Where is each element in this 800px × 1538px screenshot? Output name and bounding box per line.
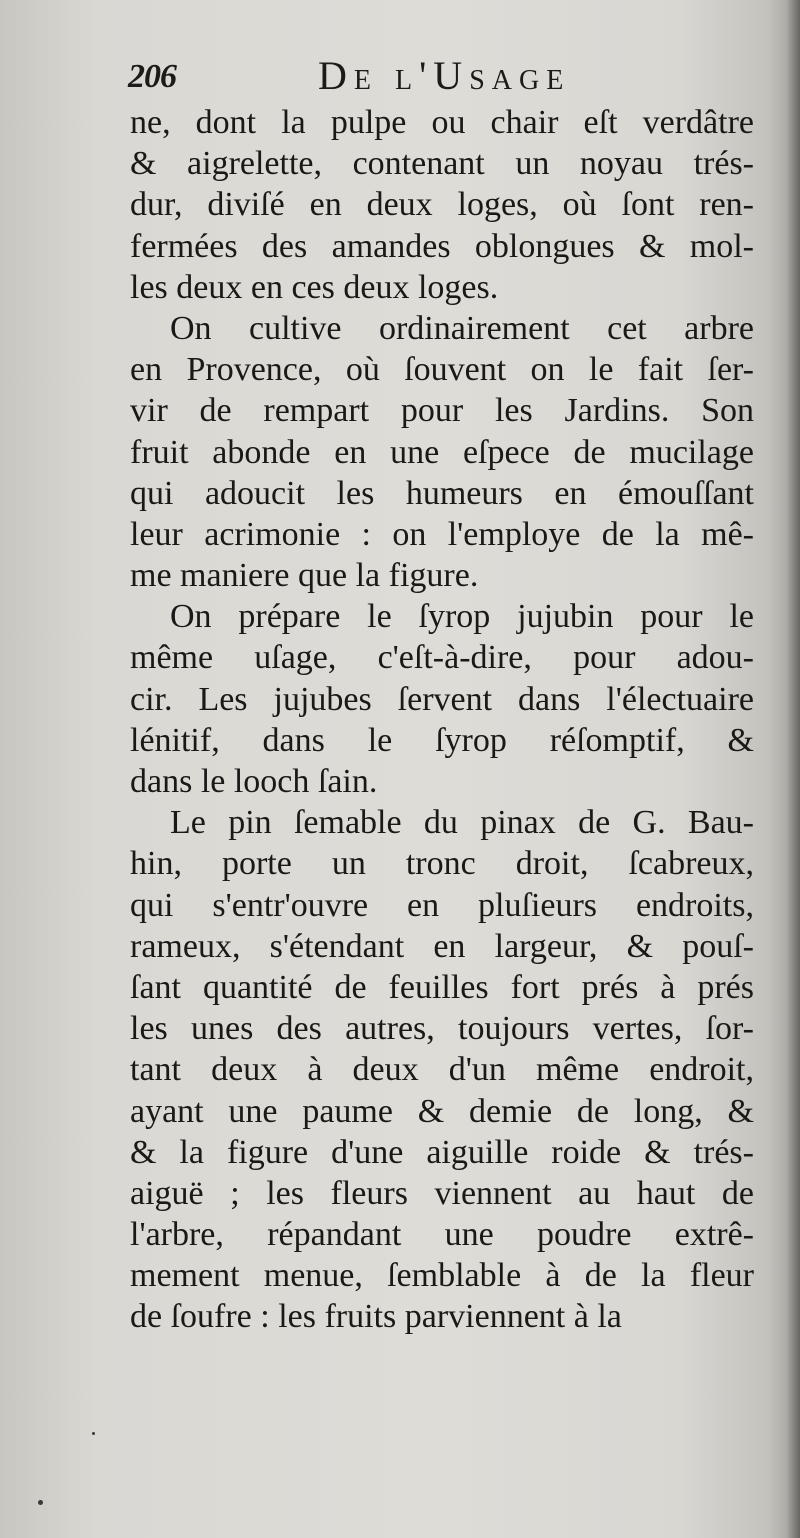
text-line: qui s'entr'ouvre en pluſieurs endroits, (130, 886, 754, 924)
paper-speck (92, 1432, 95, 1435)
paragraph (130, 596, 754, 802)
text-line: leur acrimonie : on l'employe de la mê- (130, 515, 754, 553)
page-edge-shadow (786, 0, 800, 1538)
text-line: hin, porte un tronc droit, ſcabreux, (130, 845, 754, 883)
text-line: On prépare le ſyrop jujubin pour le (170, 598, 754, 636)
page-header (128, 50, 760, 106)
text-line: les unes des autres, toujours vertes, ſor- (130, 1010, 754, 1048)
text-line: l'arbre, répandant une poudre extrê- (130, 1216, 754, 1254)
text-line: même uſage, c'eſt-à-dire, pour adou- (130, 639, 754, 677)
text-line: rameux, s'étendant en largeur, & pouſ- (130, 927, 754, 965)
text-line: & aigrelette, contenant un noyau trés- (130, 145, 754, 183)
text-line: cir. Les jujubes ſervent dans l'électuaire (130, 680, 754, 718)
text-line: de ſoufre : les fruits parviennent à la (130, 1298, 622, 1336)
text-line: & la figure d'une aiguille roide & trés- (130, 1133, 754, 1171)
running-head: De l'Usage (318, 53, 571, 98)
text-line: Le pin ſemable du pinax de G. Bau- (170, 804, 754, 842)
text-line: aiguë ; les fleurs viennent au haut de (130, 1174, 754, 1212)
text-line: ayant une paume & demie de long, & (130, 1092, 754, 1130)
body-text (130, 102, 754, 1338)
paragraph (130, 102, 754, 308)
text-line: mement menue, ſemblable à de la fleur (130, 1257, 754, 1295)
text-line: en Provence, où ſouvent on le fait ſer- (130, 351, 754, 389)
text-line: On cultive ordinairement cet arbre (170, 309, 754, 347)
paper-speck (38, 1500, 43, 1505)
text-line: qui adoucit les humeurs en émouſſant (130, 474, 754, 512)
page-number: 206 (128, 58, 176, 95)
text-line: dur, diviſé en deux loges, où ſont ren- (130, 186, 754, 224)
paragraph (130, 802, 754, 1337)
text-line: tant deux à deux d'un même endroit, (130, 1051, 754, 1089)
text-line: ne, dont la pulpe ou chair eſt verdâtre (130, 104, 754, 141)
text-line: dans le looch ſain. (130, 763, 378, 800)
text-line: vir de rempart pour les Jardins. Son (130, 392, 754, 430)
paragraph (130, 308, 754, 596)
text-line: les deux en ces deux loges. (130, 268, 499, 306)
text-line: lénitif, dans le ſyrop réſomptif, & (130, 721, 754, 759)
text-line: ſant quantité de feuilles fort prés à prés (130, 968, 754, 1006)
text-line: me maniere que la figure. (130, 557, 479, 595)
text-line: fermées des amandes oblongues & mol- (130, 227, 754, 265)
text-line: fruit abonde en une eſpece de mucilage (130, 433, 754, 471)
